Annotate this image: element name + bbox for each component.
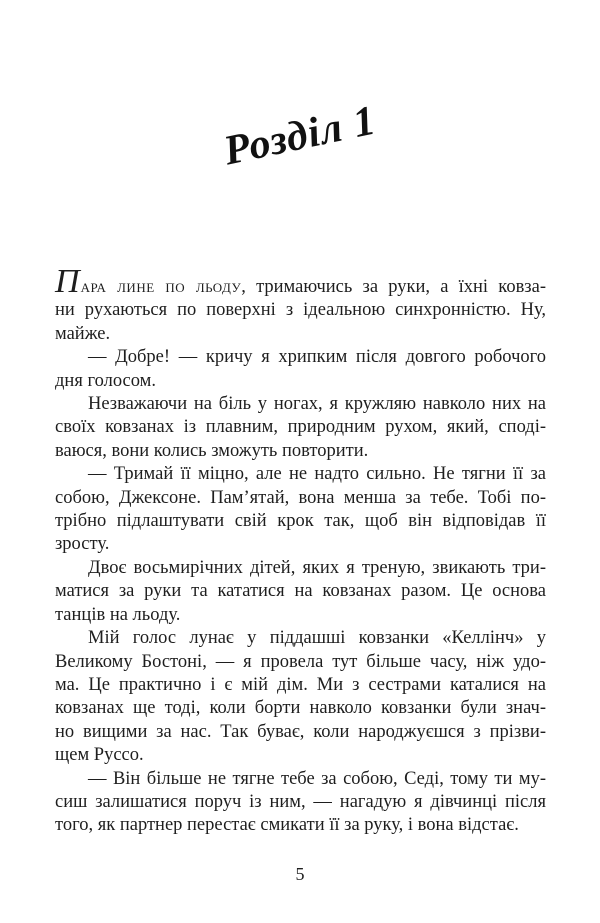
text-line: щем Руссо. <box>55 745 144 766</box>
text-line: — Тримай її міцно, але не надто сильно. Не тягни її за <box>88 464 546 485</box>
text-line <box>55 263 546 300</box>
text-line: ма. Це практично і є мій дім. Ми з сестрами каталися на <box>55 674 546 695</box>
text-line: ни рухаються по поверхні з ідеальною синхронністю. Ну, <box>55 300 546 321</box>
line-rest: , тримаючись за руки, а їхні ковза- <box>241 277 546 297</box>
small-caps-opening: ара лине по льоду <box>80 277 242 297</box>
text-line: — Він більше не тягне тебе за собою, Седі, тому ти му- <box>88 768 546 789</box>
text-line: Мій голос лунає у піддашші ковзанки «Келлінч» у <box>88 628 546 649</box>
text-line: но вищими за нас. Так буває, коли народжуєшся з прізви- <box>55 721 546 742</box>
page-number: 5 <box>295 864 305 884</box>
text-line: сиш залишатися поруч із ним, — нагадую я дівчинці після <box>55 791 546 812</box>
text-line: Двоє восьмирічних дітей, яких я треную, звикають три- <box>88 557 546 578</box>
text-line: матися за руки та кататися на ковзанах разом. Це основа <box>55 581 546 602</box>
text-block <box>55 263 546 838</box>
text-line: собою, Джексоне. Пам’ятай, вона менша за тебе. Тобі по- <box>55 487 546 508</box>
text-line: танців на льоду. <box>55 604 181 625</box>
text-line: дня голосом. <box>55 370 156 391</box>
drop-cap-letter: П <box>55 263 80 300</box>
chapter-heading: Розділ 1 <box>219 97 381 175</box>
text-line: ваюся, вони колись зможуть повторити. <box>55 440 369 461</box>
text-line: — Добре! — кричу я хрипким після довгого робочого <box>88 347 546 368</box>
text-line: Незважаючи на біль у ногах, я кружляю навколо них на <box>88 394 546 415</box>
text-line: зросту. <box>55 534 110 555</box>
text-line: Великому Бостоні, — я провела тут більше часу, ніж удо- <box>55 651 546 672</box>
text-line: ковзанах ще тоді, коли борти навколо ковзанки були знач- <box>55 698 546 719</box>
text-line: майже. <box>55 323 111 344</box>
text-line: трібно підлаштувати свій крок так, щоб він відповідав її <box>55 511 546 532</box>
text-line: того, як партнер перестає смикати її за руку, і вона відстає. <box>55 815 519 836</box>
text-line: своїх ковзанах із плавним, природним рухом, який, споді- <box>55 417 546 438</box>
